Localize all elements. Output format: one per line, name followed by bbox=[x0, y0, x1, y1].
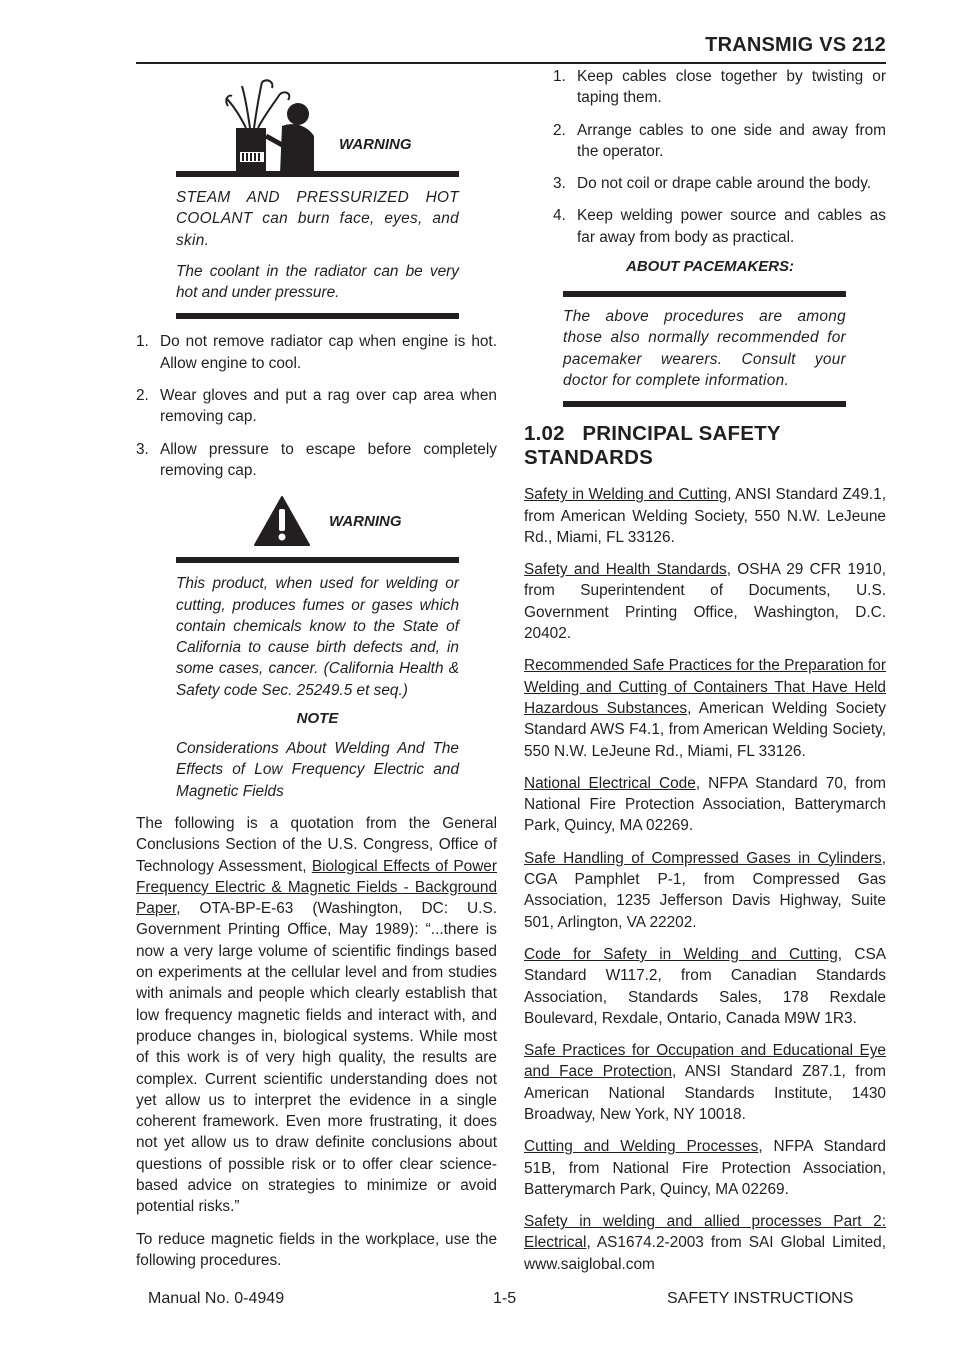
section-heading bbox=[524, 422, 886, 470]
list-item: 1. Keep cables close together by twisting or taping them. bbox=[553, 68, 886, 107]
warning-bar-bottom bbox=[176, 313, 459, 319]
coolant-steps-list bbox=[136, 331, 497, 481]
steam-burn-icon bbox=[222, 76, 322, 174]
steam-warning-block bbox=[136, 66, 497, 171]
steam-warning-content bbox=[176, 171, 459, 319]
closing-paragraph: To reduce magnetic fields in the workplace, use the following procedures. bbox=[136, 1230, 497, 1269]
note-label: NOTE bbox=[296, 710, 339, 728]
steam-warning-text-1: STEAM AND PRESSURIZED HOT COOLANT can burn face, eyes, and skin. bbox=[176, 189, 459, 249]
cable-steps-list bbox=[553, 66, 886, 248]
cancer-warning-content bbox=[176, 557, 459, 802]
right-column bbox=[524, 66, 886, 1286]
list-item: 4. Keep welding power source and cables as far away from body as practical. bbox=[553, 207, 886, 246]
warning-bar-bottom bbox=[563, 401, 846, 407]
steam-warning-text-2: The coolant in the radiator can be very hot and under pressure. bbox=[176, 262, 459, 302]
warning-bar-top bbox=[563, 291, 846, 297]
cancer-warning-text: This product, when used for welding or cutting, produces fumes or gases which contain chemicals know to the State of California to cause birth defects and, in some cases, cancer. (California Health & Safety code Sec. 25249.5 et seq.) bbox=[176, 575, 459, 699]
pacemakers-box bbox=[563, 291, 846, 407]
left-column bbox=[136, 66, 497, 1271]
standard-entry: National Electrical Code, NFPA Standard 70, from National Fire Protection Association, Batterymarch Park, Quincy, MA 02269. bbox=[524, 774, 887, 835]
footer-page-number: 1-5 bbox=[493, 1290, 517, 1307]
section-number: 1.02 bbox=[524, 422, 565, 446]
standard-entry: Safety in Welding and Cutting, ANSI Standard Z49.1, from American Welding Society, 550 N.W. LeJeune Rd., Miami, FL 33126. bbox=[524, 486, 887, 546]
document-header-title: TRANSMIG VS 212 bbox=[705, 34, 886, 56]
list-item: 3. Allow pressure to escape before completely removing cap. bbox=[136, 440, 497, 479]
warning-bar-top bbox=[176, 557, 459, 563]
list-item: 2. Wear gloves and put a rag over cap area when removing cap. bbox=[136, 387, 497, 426]
quotation-paragraph: The following is a quotation from the General Conclusions Section of the U.S. Congress, Office of Technology Assessment, Biological Effects of Power Frequency Electric & Magnetic Fields - Background Paper, OTA-BP-E-63 (Washington, DC: U.S. Government Printing Office, May 1989): “...there is now a very large volume of scientific findings based on experiments at the cellular level and from studies with animals and people which clearly establish that low frequency magnetic fields and interact with, and produce changes in, biological systems. While most of this work is of very high quality, the results are complex. Current scientific understanding does not yet allow us to interpret the evidence in a single coherent framework. Even more frustrating, it does not yet allow us to draw definite conclusions about questions of possible risk or to offer clear science-based advice on strategies to minimize or avoid potential risks.” bbox=[136, 814, 497, 1216]
standard-entry: Recommended Safe Practices for the Preparation for Welding and Cutting of Containers That Have Held Hazardous Substances, American Welding Society Standard AWS F4.1, from American Welding Society, 550 N.W. LeJeune Rd., Miami, FL 33126. bbox=[524, 657, 886, 760]
steam-warning-label: WARNING bbox=[339, 136, 412, 153]
pacemakers-text: The above procedures are among those also normally recommended for pacemaker wearers. Consult your doctor for complete information. bbox=[563, 308, 846, 389]
cancer-warning-label: WARNING bbox=[329, 513, 402, 531]
footer-manual-number: Manual No. 0-4949 bbox=[148, 1290, 285, 1307]
standard-entry: Safe Practices for Occupation and Educational Eye and Face Protection, ANSI Standard Z87.1, from American National Standards Institute, 1430 Broadway, New York, NY 10018. bbox=[524, 1042, 886, 1123]
note-text: Considerations About Welding And The Effects of Low Frequency Electric and Magnetic Fields bbox=[176, 740, 459, 800]
otassessment-title: Biological Effects of Power Frequency Electric & Magnetic Fields - Background Paper bbox=[136, 857, 497, 918]
standards-list bbox=[524, 484, 886, 1275]
standard-entry: Safe Handling of Compressed Gases in Cylinders, CGA Pamphlet P-1, from Compressed Gas Association, 1235 Jefferson Davis Highway, Suite 501, Arlington, VA 22202. bbox=[524, 849, 886, 931]
standard-entry: Code for Safety in Welding and Cutting, CSA Standard W117.2, from Canadian Standards Association, Standards Sales, 178 Rexdale Boulevard, Rexdale, Ontario, Canada M9W 1R3. bbox=[524, 945, 886, 1027]
exclamation-triangle-icon bbox=[253, 495, 311, 547]
cancer-warning-block bbox=[136, 495, 497, 557]
pacemakers-label: ABOUT PACEMAKERS: bbox=[626, 258, 795, 276]
list-item: 1. Do not remove radiator cap when engine is hot. Allow engine to cool. bbox=[136, 333, 497, 372]
list-item: 2. Arrange cables to one side and away from the operator. bbox=[553, 121, 886, 160]
header-rule bbox=[136, 62, 886, 64]
list-item: 3. Do not coil or drape cable around the body. bbox=[553, 175, 872, 193]
standard-entry: Cutting and Welding Processes, NFPA Standard 51B, from National Fire Protection Association, Batterymarch Park, Quincy, MA 02269. bbox=[524, 1138, 886, 1198]
footer-section-name: SAFETY INSTRUCTIONS bbox=[667, 1290, 854, 1307]
section-title: PRINCIPAL SAFETY STANDARDS bbox=[524, 422, 781, 470]
standard-entry: Safety in welding and allied processes Part 2: Electrical, AS1674.2-2003 from SAI Global Limited, www.saiglobal.com bbox=[524, 1213, 886, 1273]
standard-entry: Safety and Health Standards, OSHA 29 CFR 1910, from Superintendent of Documents, U.S. Government Printing Office, Washington, D.C. 20402. bbox=[524, 561, 886, 643]
